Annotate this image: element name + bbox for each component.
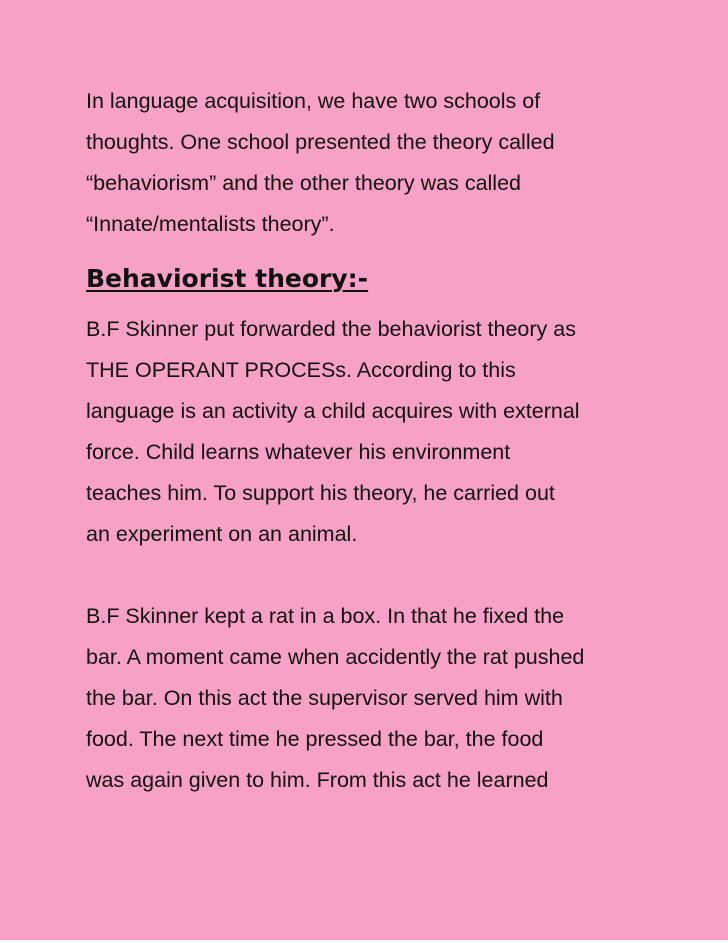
text-line: food. The next time he pressed the bar, the food — [86, 727, 544, 751]
text-line: B.F Skinner put forwarded the behaviorist theory as — [86, 317, 576, 341]
document-content — [86, 81, 706, 801]
text-line: thoughts. One school presented the theory called — [86, 130, 555, 154]
section-heading: Behaviorist theory:- — [86, 264, 369, 293]
text-line: an experiment on an animal. — [86, 522, 358, 546]
text-line: the bar. On this act the supervisor served him with — [86, 686, 563, 710]
text-line: “Innate/mentalists theory”. — [86, 212, 335, 236]
text-line: In language acquisition, we have two schools of — [86, 89, 541, 113]
text-line: was again given to him. From this act he learned — [86, 768, 549, 792]
body-paragraph-2 — [86, 596, 706, 801]
text-line: force. Child learns whatever his environment — [86, 440, 511, 464]
intro-paragraph — [86, 81, 706, 245]
text-line: “behaviorism” and the other theory was called — [86, 171, 521, 195]
text-line: THE OPERANT PROCESs. According to this — [86, 358, 516, 382]
text-line: B.F Skinner kept a rat in a box. In that he fixed the — [86, 604, 565, 628]
paragraph-spacer — [86, 555, 706, 596]
text-line: teaches him. To support his theory, he carried out — [86, 481, 555, 505]
body-paragraph-1 — [86, 309, 706, 555]
text-line: bar. A moment came when accidently the rat pushed — [86, 645, 585, 669]
text-line: language is an activity a child acquires with external — [86, 399, 580, 423]
